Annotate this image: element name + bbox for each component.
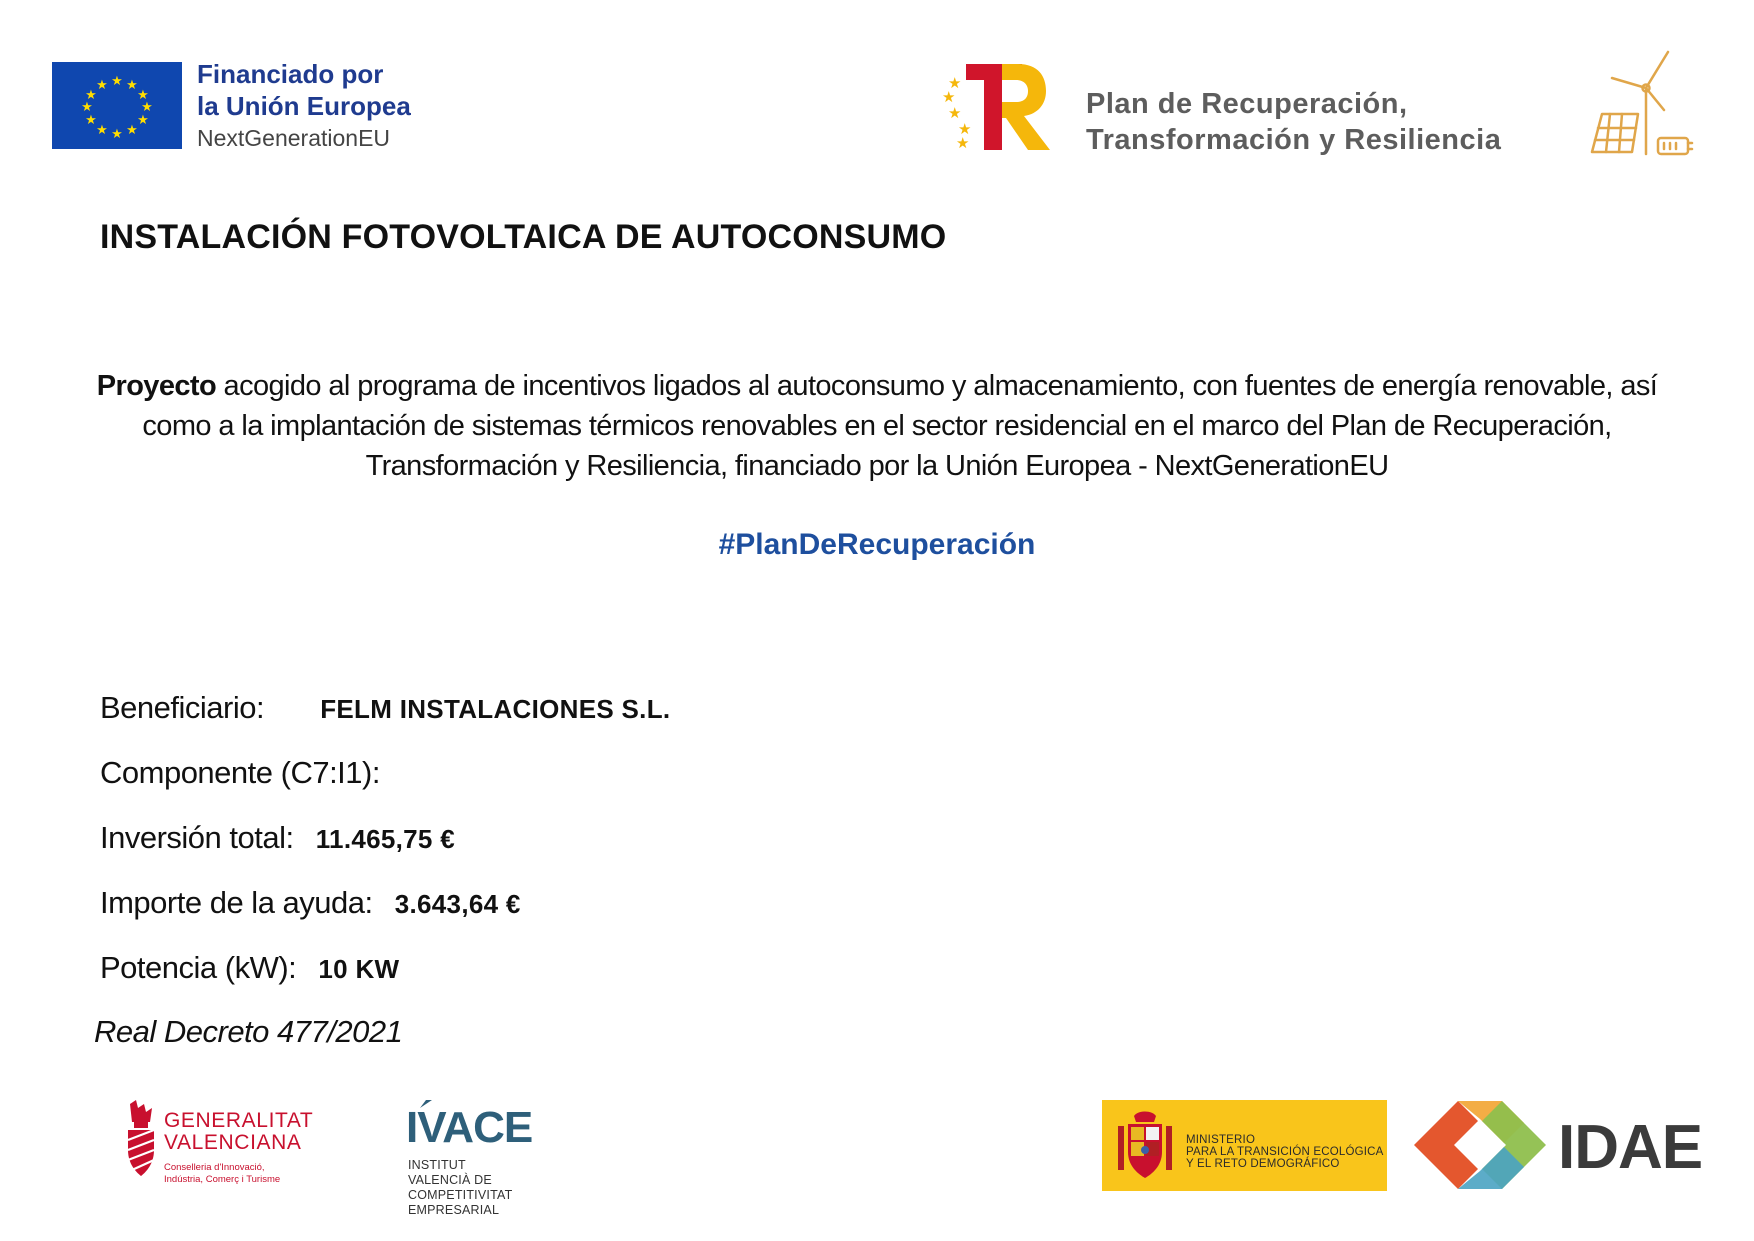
svg-text:IVACE: IVACE [406, 1103, 533, 1148]
ministerio-line2: PARA LA TRANSICIÓN ECOLÓGICA [1186, 1146, 1384, 1158]
generalitat-dept-line1: Conselleria d'Innovació, [164, 1162, 265, 1173]
svg-text:★: ★ [958, 120, 972, 138]
svg-text:★: ★ [956, 134, 970, 152]
spain-coat-of-arms-icon [1114, 1110, 1176, 1182]
plan-line-1: Plan de Recuperación, [1086, 88, 1408, 120]
svg-text:★: ★ [948, 74, 962, 92]
potencia-label: Potencia (kW): [100, 950, 297, 985]
description-lead: Proyecto [96, 370, 217, 402]
eu-line-nextgen: NextGenerationEU [197, 125, 391, 151]
generalitat-bat-icon [124, 1100, 158, 1176]
ministerio-line1: MINISTERIO [1186, 1134, 1256, 1146]
field-componente [100, 755, 392, 791]
beneficiario-value: FELM INSTALACIONES S.L. [320, 694, 671, 724]
idae-wordmark: IDAE [1558, 1113, 1703, 1182]
svg-text:★: ★ [111, 127, 123, 142]
ivace-sub-line2: COMPETITIVITAT EMPRESARIAL [408, 1188, 513, 1217]
inversion-label: Inversión total: [100, 820, 294, 855]
inversion-value: 11.465,75 € [315, 824, 455, 854]
generalitat-line2: VALENCIANA [164, 1131, 302, 1154]
field-inversion [100, 820, 455, 856]
eu-line-financiado: Financiado por [197, 59, 384, 89]
svg-text:★: ★ [126, 78, 138, 93]
ministerio-text [1186, 1134, 1384, 1170]
svg-text:★: ★ [137, 113, 149, 128]
eu-line-union: la Unión Europea [197, 91, 411, 121]
beneficiario-label: Beneficiario: [100, 690, 265, 725]
svg-text:★: ★ [137, 88, 149, 103]
svg-text:★: ★ [942, 88, 956, 106]
field-beneficiario [100, 690, 670, 726]
description-body: acogido al programa de incentivos ligados al autoconsumo y almacenamiento, con fuentes de energía renovable, así como a la implantación de sistemas térmicos renovables en el sector residencial en el marco del Plan de Recuperación, Transformación y Resiliencia, financiado por la Unión Europea - NextGenerationEU [142, 370, 1658, 482]
decree-reference: Real Decreto 477/2021 [94, 1014, 403, 1049]
generalitat-department [164, 1162, 324, 1186]
prtr-logo-icon [940, 58, 1060, 154]
svg-text:★: ★ [96, 78, 108, 93]
svg-text:★: ★ [81, 100, 93, 115]
solar-wind-battery-icon [1584, 48, 1700, 160]
ministerio-line3: Y EL RETO DEMOGRÁFICO [1186, 1158, 1340, 1170]
eu-stars-icon [52, 62, 182, 149]
svg-text:★: ★ [111, 74, 123, 89]
project-description [90, 366, 1664, 486]
idae-mark-icon [1410, 1098, 1550, 1192]
field-importe [100, 885, 521, 921]
potencia-value: 10 KW [318, 954, 400, 984]
eu-funding-label [197, 58, 411, 154]
ivace-subtitle [408, 1158, 512, 1218]
ivace-sub-line1: INSTITUT VALENCIÀ DE [408, 1158, 492, 1187]
hashtag: #PlanDeRecuperación [718, 528, 1036, 561]
svg-text:★: ★ [141, 100, 153, 115]
generalitat-line1: GENERALITAT [164, 1109, 314, 1132]
importe-value: 3.643,64 € [394, 889, 521, 919]
page-title: INSTALACIÓN FOTOVOLTAICA DE AUTOCONSUMO [100, 218, 947, 256]
ministerio-transicion-ecologica-logo [1102, 1100, 1387, 1191]
svg-text:★: ★ [948, 104, 962, 122]
field-potencia [100, 950, 399, 986]
svg-text:★: ★ [126, 123, 138, 138]
generalitat-name [164, 1110, 313, 1154]
svg-text:★: ★ [85, 88, 97, 103]
plan-recuperacion-label [1086, 86, 1501, 158]
componente-label: Componente (C7:I1): [100, 755, 380, 790]
ivace-wordmark [406, 1098, 564, 1148]
svg-text:★: ★ [96, 123, 108, 138]
svg-text:★: ★ [85, 113, 97, 128]
eu-flag-icon [52, 62, 182, 149]
generalitat-dept-line2: Indústria, Comerç i Turisme [164, 1174, 281, 1185]
plan-line-2: Transformación y Resiliencia [1086, 124, 1502, 156]
importe-label: Importe de la ayuda: [100, 885, 373, 920]
